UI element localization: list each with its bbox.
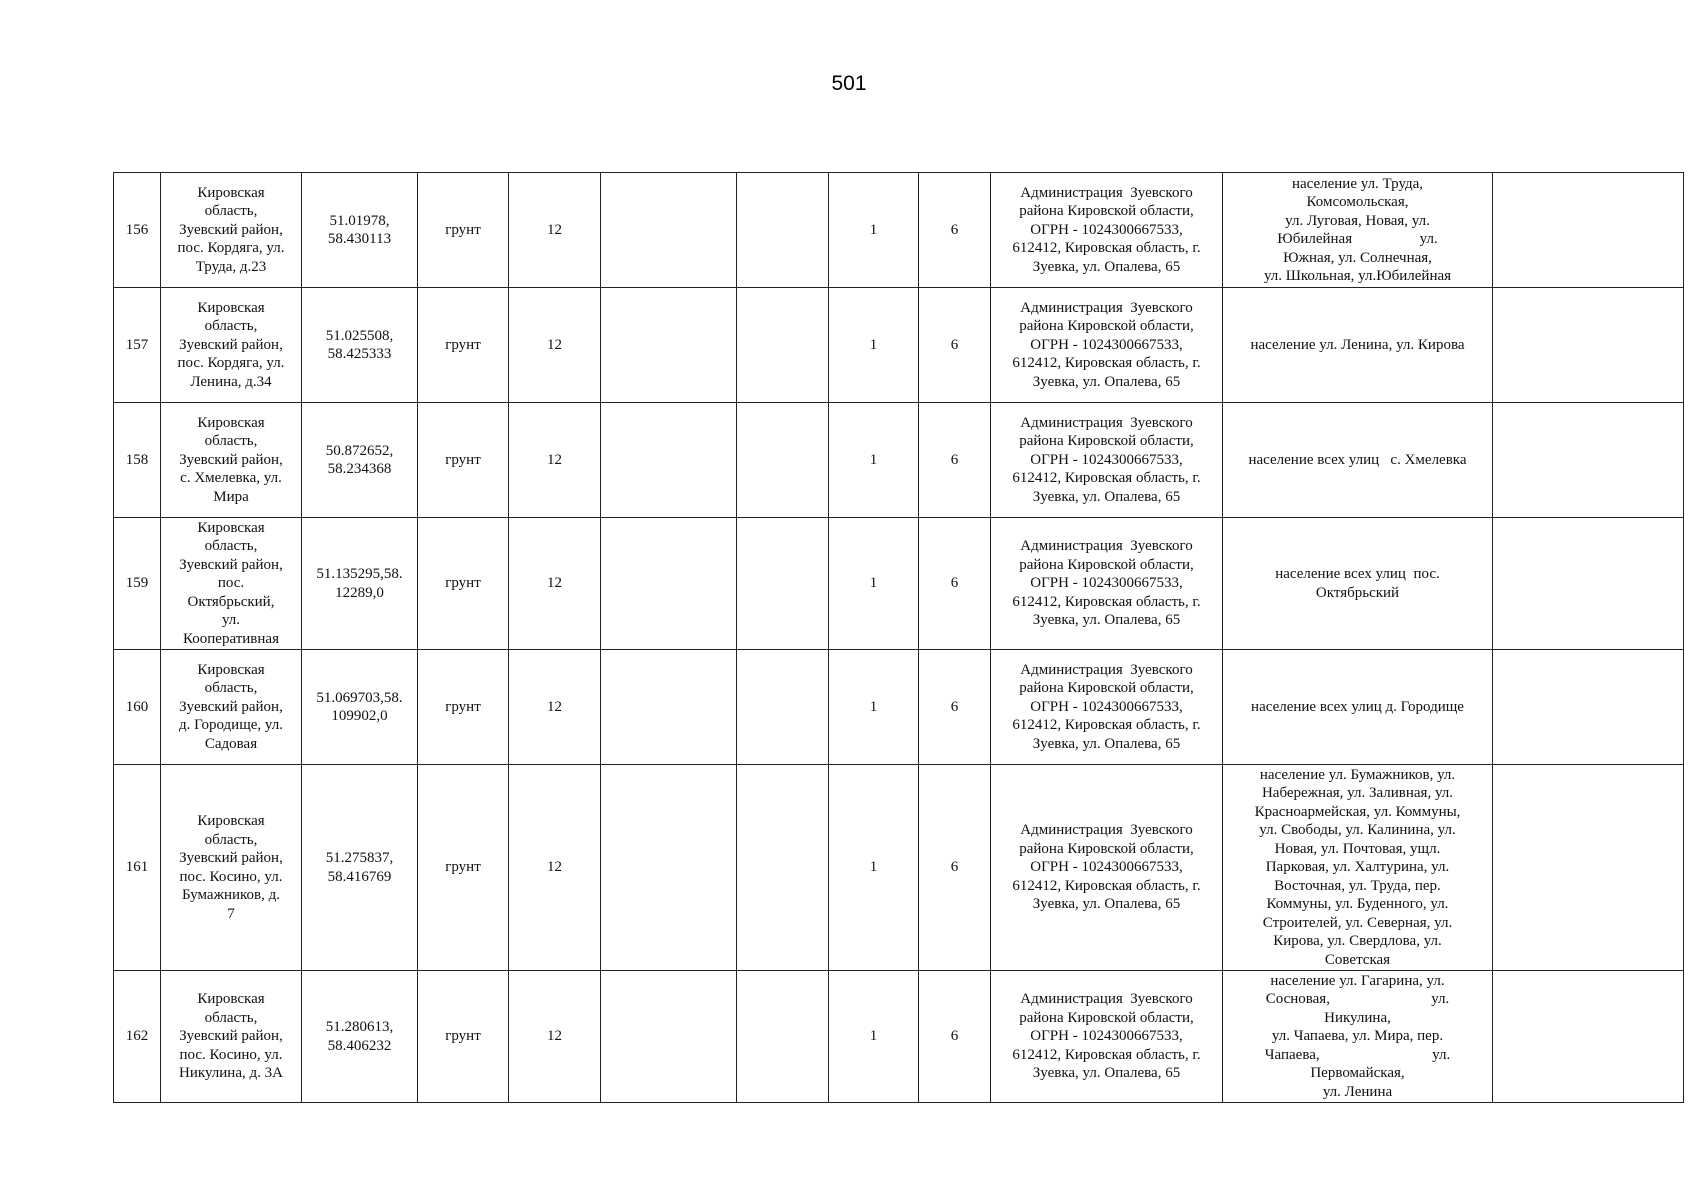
owner-line: Зуевка, ул. Опалева, 65	[1032, 1065, 1181, 1082]
address-line: Зуевский район,	[179, 451, 283, 468]
owner-line: ОГРН - 1024300667533,	[1030, 336, 1183, 353]
row-number-cell: 159	[114, 518, 161, 650]
empty-cell	[1493, 765, 1684, 971]
address-line: Кировская	[197, 414, 265, 431]
address-line: д. Городище, ул.	[179, 717, 283, 734]
address-line: пос. Кордяга, ул.	[177, 240, 285, 257]
coordinates-cell	[302, 403, 418, 518]
served-population-line: Юбилейная ул.	[1277, 231, 1438, 247]
waste-sites-table	[113, 172, 1684, 1103]
coordinates-line: 109902,0	[331, 708, 388, 724]
container-count-cell: 1	[829, 518, 919, 650]
owner-line: ОГРН - 1024300667533,	[1030, 698, 1183, 715]
area-cell: 12	[509, 173, 601, 288]
address-line: область,	[204, 203, 258, 220]
empty-cell	[601, 650, 737, 765]
coordinates-line: 58.430113	[327, 231, 392, 247]
coordinates-line: 12289,0	[335, 584, 384, 601]
served-population-cell	[1223, 765, 1493, 971]
address-line: Зуевский район,	[179, 698, 283, 715]
owner-line: 612412, Кировская область, г.	[1012, 877, 1201, 894]
table-row	[114, 971, 1684, 1103]
empty-cell	[737, 173, 829, 288]
coordinates-cell	[302, 288, 418, 403]
surface-type-cell: грунт	[418, 288, 509, 403]
served-population-line: население ул. Труда,	[1291, 175, 1424, 192]
served-population-line: Коммуны, ул. Буденного, ул.	[1266, 896, 1449, 913]
surface-type-cell: грунт	[418, 765, 509, 971]
coordinates-line: 51.275837,	[325, 850, 394, 866]
owner-line: ОГРН - 1024300667533,	[1030, 451, 1183, 468]
owner-line: ОГРН - 1024300667533,	[1030, 1028, 1183, 1045]
served-population-line: Никулина,	[1324, 1009, 1391, 1026]
volume-cell: 6	[919, 765, 991, 971]
container-count-cell: 1	[829, 173, 919, 288]
served-population-cell	[1223, 403, 1493, 518]
address-line: Ленина, д.34	[190, 373, 272, 390]
owner-line: Зуевка, ул. Опалева, 65	[1032, 373, 1181, 390]
served-population-line: Чапаева, ул.	[1264, 1046, 1451, 1063]
served-population-line: Набережная, ул. Заливная, ул.	[1261, 785, 1454, 802]
address-line: Бумажников, д.	[182, 887, 280, 903]
coordinates-line: 50.872652,	[325, 442, 394, 459]
owner-cell	[991, 518, 1223, 650]
address-line: Садовая	[204, 735, 258, 752]
served-population-line: Сосновая, ул.	[1265, 991, 1450, 1008]
empty-cell	[737, 765, 829, 971]
surface-type-cell: грунт	[418, 650, 509, 765]
served-population-line: население ул. Гагарина, ул.	[1270, 972, 1445, 989]
coordinates-line: 58.406232	[327, 1037, 392, 1054]
owner-line: района Кировской области,	[1019, 556, 1194, 573]
empty-cell	[1493, 518, 1684, 650]
address-line: пос. Косино, ул.	[179, 1046, 283, 1063]
surface-type-cell: грунт	[418, 518, 509, 650]
address-cell	[161, 518, 302, 650]
served-population-cell	[1223, 518, 1493, 650]
coordinates-line: 58.234368	[327, 461, 392, 477]
empty-cell	[737, 518, 829, 650]
surface-type-cell: грунт	[418, 403, 509, 518]
empty-cell	[737, 971, 829, 1103]
address-line: пос.	[217, 575, 245, 592]
area-cell: 12	[509, 650, 601, 765]
address-line: Кооперативная	[183, 630, 279, 647]
page-number: 501	[831, 72, 867, 95]
area-cell: 12	[509, 971, 601, 1103]
served-population-line: Октябрьский	[1315, 584, 1400, 601]
served-population-line: Красноармейская, ул. Коммуны,	[1254, 803, 1461, 820]
owner-line: Зуевка, ул. Опалева, 65	[1032, 735, 1181, 752]
address-cell	[161, 765, 302, 971]
served-population-line: Строителей, ул. Северная, ул.	[1262, 914, 1453, 931]
empty-cell	[737, 288, 829, 403]
row-number-cell: 160	[114, 650, 161, 765]
owner-line: Администрация Зуевского	[1020, 414, 1193, 431]
coordinates-line: 51.280613,	[325, 1019, 394, 1035]
owner-line: Администрация Зуевского	[1020, 184, 1193, 201]
coordinates-line: 58.425333	[327, 346, 392, 362]
address-line: Кировская	[197, 813, 265, 829]
address-line: область,	[204, 318, 258, 335]
served-population-line: население всех улиц с. Хмелевка	[1248, 451, 1467, 468]
address-cell	[161, 971, 302, 1103]
address-line: ул.	[221, 612, 241, 629]
owner-line: района Кировской области,	[1019, 1009, 1194, 1026]
served-population-line: Комсомольская,	[1306, 194, 1409, 210]
served-population-line: ул. Школьная, ул.Юбилейная	[1263, 268, 1452, 284]
owner-line: района Кировской области,	[1019, 318, 1194, 335]
empty-cell	[601, 765, 737, 971]
volume-cell: 6	[919, 971, 991, 1103]
area-cell: 12	[509, 518, 601, 650]
served-population-line: ул. Чапаева, ул. Мира, пер.	[1271, 1028, 1444, 1045]
served-population-line: население всех улиц д. Городище	[1251, 698, 1464, 715]
empty-cell	[601, 518, 737, 650]
owner-line: 612412, Кировская область, г.	[1012, 717, 1201, 734]
owner-line: Зуевка, ул. Опалева, 65	[1032, 612, 1181, 629]
volume-cell: 6	[919, 288, 991, 403]
container-count-cell: 1	[829, 288, 919, 403]
owner-line: района Кировской области,	[1019, 203, 1194, 220]
owner-line: района Кировской области,	[1019, 680, 1194, 697]
owner-cell	[991, 288, 1223, 403]
served-population-line: Южная, ул. Солнечная,	[1283, 249, 1432, 266]
served-population-cell	[1223, 173, 1493, 288]
row-number-cell: 156	[114, 173, 161, 288]
served-population-line: ул. Ленина	[1322, 1083, 1393, 1100]
owner-line: Администрация Зуевского	[1020, 661, 1193, 678]
owner-line: Зуевка, ул. Опалева, 65	[1032, 896, 1181, 913]
served-population-cell	[1223, 288, 1493, 403]
address-line: с. Хмелевка, ул.	[180, 470, 282, 487]
table-row	[114, 288, 1684, 403]
served-population-line: Первомайская,	[1310, 1065, 1405, 1082]
container-count-cell: 1	[829, 650, 919, 765]
empty-cell	[1493, 650, 1684, 765]
address-line: Никулина, д. 3А	[179, 1065, 283, 1082]
address-line: Зуевский район,	[179, 221, 283, 238]
empty-cell	[1493, 971, 1684, 1103]
coordinates-line: 51.135295,58.	[316, 566, 403, 582]
volume-cell: 6	[919, 173, 991, 288]
area-cell: 12	[509, 765, 601, 971]
container-count-cell: 1	[829, 971, 919, 1103]
owner-cell	[991, 971, 1223, 1103]
address-line: Кировская	[197, 184, 265, 201]
area-cell: 12	[509, 403, 601, 518]
address-line: Зуевский район,	[179, 850, 283, 866]
owner-line: 612412, Кировская область, г.	[1012, 1046, 1201, 1063]
coordinates-line: 58.416769	[327, 868, 392, 885]
owner-line: Администрация Зуевского	[1020, 299, 1193, 316]
address-line: Кировская	[197, 661, 265, 678]
empty-cell	[601, 288, 737, 403]
owner-line: 612412, Кировская область, г.	[1012, 355, 1201, 372]
table-row	[114, 173, 1684, 288]
address-line: Мира	[213, 488, 249, 505]
address-line: область,	[204, 831, 258, 848]
empty-cell	[601, 403, 737, 518]
empty-cell	[601, 971, 737, 1103]
address-line: пос. Косино, ул.	[179, 868, 283, 885]
container-count-cell: 1	[829, 765, 919, 971]
volume-cell: 6	[919, 518, 991, 650]
served-population-line: население ул. Ленина, ул. Кирова	[1250, 336, 1465, 353]
volume-cell: 6	[919, 403, 991, 518]
address-cell	[161, 403, 302, 518]
address-cell	[161, 173, 302, 288]
address-line: Кировская	[197, 299, 265, 316]
served-population-cell	[1223, 971, 1493, 1103]
address-line: Труда, д.23	[195, 258, 267, 275]
owner-line: Администрация Зуевского	[1020, 538, 1193, 555]
container-count-cell: 1	[829, 403, 919, 518]
empty-cell	[601, 173, 737, 288]
surface-type-cell: грунт	[418, 173, 509, 288]
address-line: 7	[227, 905, 235, 922]
address-line: Кировская	[197, 519, 265, 536]
table-row	[114, 403, 1684, 518]
owner-line: Зуевка, ул. Опалева, 65	[1032, 258, 1181, 275]
table-row	[114, 518, 1684, 650]
served-population-line: Парковая, ул. Халтурина, ул.	[1265, 859, 1450, 876]
address-line: область,	[204, 680, 258, 697]
owner-line: района Кировской области,	[1019, 840, 1194, 857]
empty-cell	[737, 650, 829, 765]
address-line: Зуевский район,	[179, 1028, 283, 1045]
coordinates-cell	[302, 650, 418, 765]
owner-line: 612412, Кировская область, г.	[1012, 593, 1201, 610]
table-row	[114, 650, 1684, 765]
owner-line: Зуевка, ул. Опалева, 65	[1032, 488, 1181, 505]
served-population-cell	[1223, 650, 1493, 765]
empty-cell	[1493, 288, 1684, 403]
area-cell: 12	[509, 288, 601, 403]
address-line: Октябрьский,	[187, 593, 275, 610]
served-population-line: Новая, ул. Почтовая, ущл.	[1274, 840, 1441, 857]
row-number-cell: 161	[114, 765, 161, 971]
empty-cell	[737, 403, 829, 518]
owner-cell	[991, 765, 1223, 971]
served-population-line: население ул. Бумажников, ул.	[1259, 766, 1456, 783]
address-cell	[161, 650, 302, 765]
owner-line: ОГРН - 1024300667533,	[1030, 859, 1183, 876]
coordinates-line: 51.025508,	[325, 327, 394, 344]
owner-cell	[991, 650, 1223, 765]
owner-line: ОГРН - 1024300667533,	[1030, 221, 1183, 238]
served-population-line: население всех улиц пос.	[1275, 566, 1440, 582]
owner-line: 612412, Кировская область, г.	[1012, 240, 1201, 257]
owner-line: Администрация Зуевского	[1020, 822, 1193, 839]
owner-line: района Кировской области,	[1019, 433, 1194, 450]
volume-cell: 6	[919, 650, 991, 765]
coordinates-line: 51.01978,	[329, 212, 390, 229]
served-population-line: Советская	[1324, 951, 1391, 968]
served-population-line: Кирова, ул. Свердлова, ул.	[1273, 933, 1442, 950]
served-population-line: ул. Луговая, Новая, ул.	[1285, 212, 1430, 229]
coordinates-cell	[302, 173, 418, 288]
empty-cell	[1493, 403, 1684, 518]
row-number-cell: 157	[114, 288, 161, 403]
address-line: Зуевский район,	[179, 556, 283, 573]
row-number-cell: 158	[114, 403, 161, 518]
coordinates-cell	[302, 518, 418, 650]
owner-line: 612412, Кировская область, г.	[1012, 470, 1201, 487]
owner-cell	[991, 403, 1223, 518]
owner-line: Администрация Зуевского	[1020, 991, 1193, 1008]
served-population-line: Восточная, ул. Труда, пер.	[1274, 877, 1441, 894]
table-row	[114, 765, 1684, 971]
address-cell	[161, 288, 302, 403]
owner-line: ОГРН - 1024300667533,	[1030, 575, 1183, 592]
address-line: область,	[204, 538, 258, 555]
address-line: область,	[204, 433, 258, 450]
owner-cell	[991, 173, 1223, 288]
surface-type-cell: грунт	[418, 971, 509, 1103]
row-number-cell: 162	[114, 971, 161, 1103]
address-line: область,	[204, 1009, 258, 1026]
empty-cell	[1493, 173, 1684, 288]
coordinates-cell	[302, 971, 418, 1103]
address-line: пос. Кордяга, ул.	[177, 355, 285, 372]
address-line: Кировская	[197, 991, 265, 1008]
coordinates-line: 51.069703,58.	[316, 689, 403, 706]
address-line: Зуевский район,	[179, 336, 283, 353]
coordinates-cell	[302, 765, 418, 971]
served-population-line: ул. Свободы, ул. Калинина, ул.	[1259, 822, 1456, 839]
